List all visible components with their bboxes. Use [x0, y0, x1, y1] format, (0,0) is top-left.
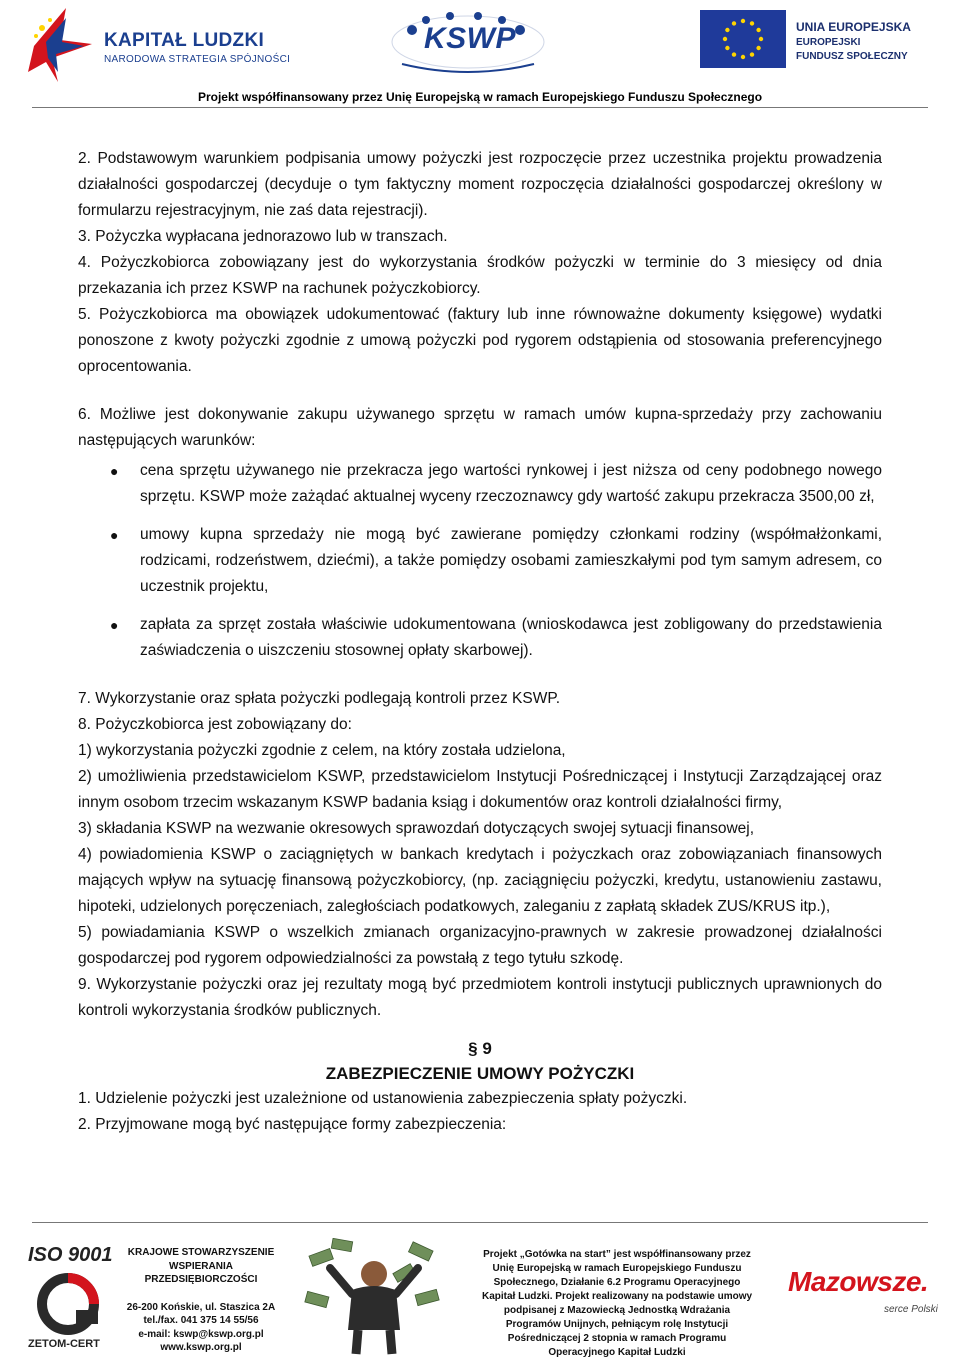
security-paragraph-1: 1. Udzielenie pożyczki jest uzależnione od ustanowienia zabezpieczenia spłaty pożyczki. [78, 1090, 688, 1107]
org-name-line: PRZEDSIĘBIORCZOŚCI [144, 1274, 258, 1285]
eu-label-line3: FUNDUSZ SPOŁECZNY [796, 51, 908, 62]
zetom-cert-icon [24, 1270, 116, 1340]
list-item [78, 458, 882, 510]
obligation-3: 3) składania KSWP na wezwanie okresowych sprawozdań dotyczących swojej sytuacji finansowej, [78, 820, 755, 837]
eu-label-line2: EUROPEJSKI [796, 37, 861, 48]
document-body [78, 146, 882, 1138]
project-info-line: Operacyjnego Kapitał Ludzki [548, 1347, 686, 1358]
paragraph-3: 3. Pożyczka wypłacana jednorazowo lub w transzach. [78, 228, 448, 245]
bullet-icon: ● [110, 617, 119, 633]
footer-divider [32, 1222, 928, 1223]
zetom-cert-label: ZETOM-CERT [28, 1338, 100, 1350]
org-email: e-mail: kswp@kswp.org.pl [138, 1328, 264, 1340]
mazowsze-wordmark: Mazowsze. [788, 1266, 929, 1297]
organization-info [124, 1246, 278, 1355]
project-info-line: Programów Unijnych, pełniącym rolę Instytucji [505, 1319, 729, 1330]
org-phone: tel./fax. 041 375 14 55/56 [143, 1315, 259, 1326]
org-name-line: KRAJOWE STOWARZYSZENIE [127, 1247, 275, 1258]
paragraph-2: 2. Podstawowym warunkiem podpisania umowy pożyczki jest rozpoczęcie przez uczestnika projektu prowadzenia działalności gospodarczej (decyduje o tym faktyczny moment rozpoczęcia działalności gospodarczej określony w formularzu rejestracyjnym, nie zaś data rejestracji). [78, 150, 882, 219]
project-info-line: Unię Europejską w ramach Europejskiego Funduszu [492, 1263, 742, 1274]
list-item-text: umowy kupna sprzedaży nie mogą być zawierane pomiędzy członkami rodziny (współmałżonkami, rodzicami, rodzeństwem, dziećmi), a także pomiędzy osobami zamieszkałymi pod tym samym adresem, co uczestnik projektu, [140, 526, 882, 595]
section-number: § 9 [468, 1039, 492, 1058]
obligation-1: 1) wykorzystania pożyczki zgodnie z celem, na który została udzielona, [78, 742, 566, 759]
cofinancing-caption: Projekt współfinansowany przez Unię Europejską w ramach Europejskiego Funduszu Społecznego [197, 90, 763, 104]
list-item-text: cena sprzętu używanego nie przekracza jego wartości rynkowej i jest niższa od ceny podobnego nowego sprzętu. KSWP może zażądać aktualnej wyceny rzeczoznawcy gdy wartość zakupu przekracza 3500,00 zł, [140, 462, 882, 505]
list-item [78, 522, 882, 600]
kapital-ludzki-star-icon [26, 6, 100, 84]
project-info-line: Pośredniczącej 2 stopnia w ramach Programu [507, 1333, 727, 1344]
obligation-5: 5) powiadamiania KSWP o wszelkich zmianach organizacyjno-prawnych w zakresie prowadzonej działalności gospodarczej pod rygorem odpowiedzialności za powstałą z tego tytułu szkodę. [78, 924, 882, 967]
paragraph-8: 8. Pożyczkobiorca jest zobowiązany do: [78, 716, 352, 733]
project-info-line: Projekt „Gotówka na start” jest współfinansowany przez [483, 1249, 751, 1260]
iso-label: ISO 9001 [28, 1244, 113, 1266]
org-website: www.kswp.org.pl [160, 1342, 242, 1353]
paragraph-5: 5. Pożyczkobiorca ma obowiązek udokumentować (faktury lub inne równoważne dokumenty księgowe) wydatki ponoszone z kwoty pożyczki zgodnie z umową pożyczki pod rygorem odstąpienia od stosowania preferencyjnego oprocentowania. [78, 306, 882, 375]
paragraph-7: 7. Wykorzystanie oraz spłata pożyczki podlegają kontroli przez KSWP. [78, 690, 561, 707]
kswp-logo [388, 6, 548, 80]
kapital-ludzki-title: KAPITAŁ LUDZKI [104, 30, 265, 51]
section-title: ZABEZPIECZENIE UMOWY POŻYCZKI [325, 1064, 635, 1083]
obligation-2: 2) umożliwienia przedstawicielom KSWP, przedstawicielom Instytucji Pośredniczącej i Instytucji Zarządzającej oraz innym osobom trzecim wskazanym KSWP badania ksiąg i dokumentów oraz kontroli działalności firmy, [78, 768, 882, 811]
bullet-icon: ● [110, 463, 119, 479]
conditions-list [78, 458, 882, 664]
project-info-line: podpisanej z Mazowiecką Jednostką Wdrażania [503, 1305, 731, 1316]
iso-certificate-logo [24, 1238, 116, 1356]
money-man-illustration [302, 1238, 446, 1356]
list-item-text: zapłata za sprzęt została właściwie udokumentowana (wnioskodawca jest zobligowany do przedstawienia zaświadczenia o uiszczeniu stosownej opłaty skarbowej). [140, 616, 882, 659]
page-header [0, 0, 960, 110]
project-info [472, 1248, 762, 1360]
project-info-line: Kapitał Ludzki. Projekt realizowany na podstawie umowy [481, 1291, 753, 1302]
bullet-icon: ● [110, 527, 119, 543]
org-address: 26-200 Końskie, ul. Staszica 2A [126, 1301, 276, 1313]
paragraph-4: 4. Pożyczkobiorca zobowiązany jest do wykorzystania środków pożyczki w terminie do 3 miesięcy od dnia przekazania ich przez KSWP na rachunek pożyczkobiorcy. [78, 254, 882, 297]
spacer [78, 380, 882, 402]
kswp-logo-text: KSWP [424, 22, 516, 55]
eu-flag-icon [700, 10, 786, 68]
security-paragraph-2: 2. Przyjmowane mogą być następujące formy zabezpieczenia: [78, 1116, 507, 1133]
paragraph-6: 6. Możliwe jest dokonywanie zakupu używanego sprzętu w ramach umów kupna-sprzedaży przy zachowaniu następujących warunków: [78, 406, 882, 449]
project-info-line: Społecznego, Działanie 6.2 Programu Operacyjnego [493, 1277, 741, 1288]
spacer [78, 676, 882, 686]
eu-logo [700, 10, 940, 74]
mazowsze-tagline: serce Polski [884, 1304, 938, 1315]
list-item [78, 612, 882, 664]
kapital-ludzki-logo [26, 6, 306, 84]
paragraph-9: 9. Wykorzystanie pożyczki oraz jej rezultaty mogą być przedmiotem kontroli instytucji publicznych uprawnionych do kontroli wykorzystania środków publicznych. [78, 976, 882, 1019]
spacer [124, 1287, 278, 1301]
mazowsze-logo [786, 1262, 936, 1326]
kapital-ludzki-subtitle: NARODOWA STRATEGIA SPÓJNOŚCI [104, 54, 291, 65]
header-divider [32, 107, 928, 108]
eu-label-line1: UNIA EUROPEJSKA [796, 20, 911, 34]
obligation-4: 4) powiadomienia KSWP o zaciągniętych w bankach kredytach i pożyczkach oraz zobowiązaniach finansowych mających wpływ na sytuację finansową pożyczkobiorcy, (np. zaciągnięciu pożyczki, kredytu, ustanowieniu zastawu, hipoteki, udzielonych poręczeniach, zaległościach podatkowych, zaleganiu z zapłatą składek ZUS/KRUS itp.), [78, 846, 882, 915]
org-name-line: WSPIERANIA [169, 1260, 233, 1272]
